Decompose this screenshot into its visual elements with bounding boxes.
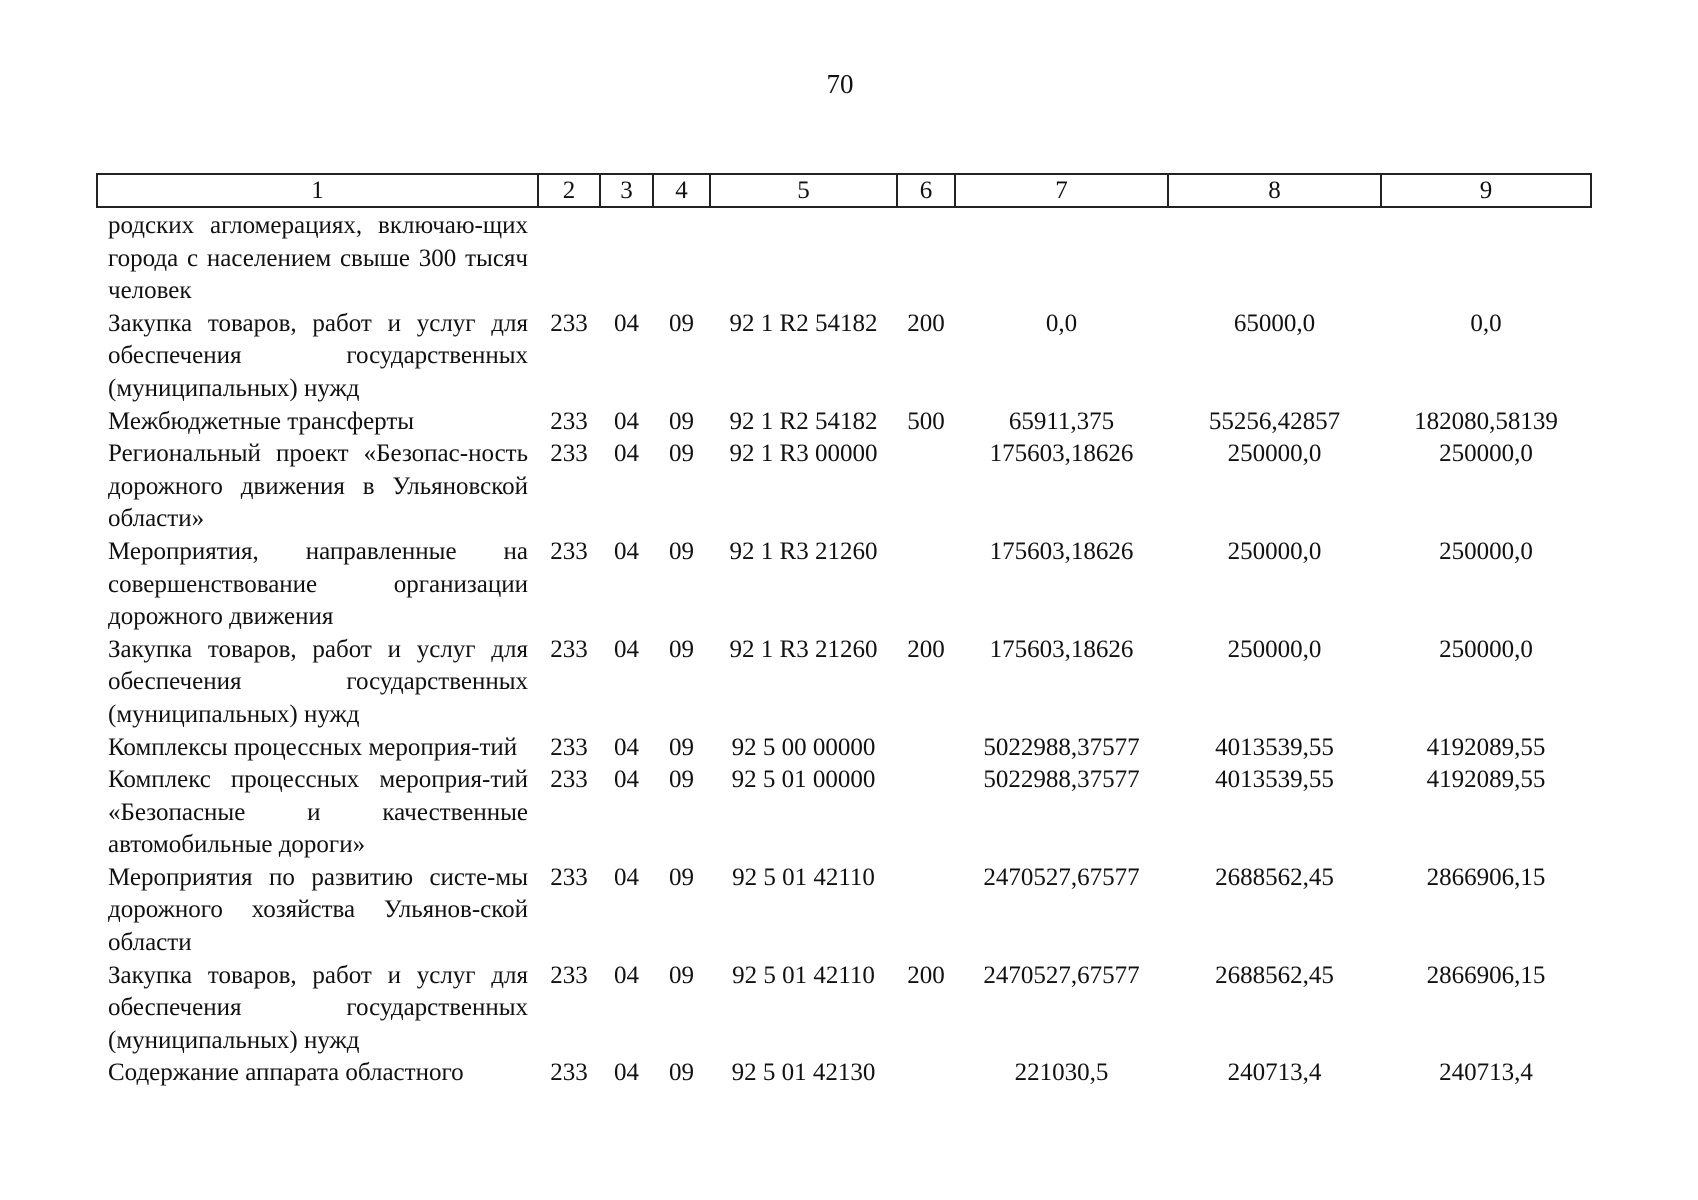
column-header: 6 bbox=[897, 174, 955, 207]
cell-amount-9 bbox=[1381, 207, 1591, 308]
cell-amount-9: 2866906,15 bbox=[1426, 863, 1546, 891]
cell-subsection: 09 bbox=[669, 1059, 694, 1087]
cell-expense-type: 500 bbox=[907, 407, 945, 435]
cell-expense-type: 200 bbox=[907, 635, 945, 663]
table-row bbox=[97, 634, 1591, 732]
column-header: 5 bbox=[710, 174, 897, 207]
cell-target-article: 92 1 R2 54182 bbox=[729, 309, 878, 337]
cell-ministry: 233 bbox=[550, 537, 588, 565]
cell-subsection: 09 bbox=[669, 961, 694, 989]
table-row bbox=[97, 207, 1591, 308]
cell-amount-7: 175603,18626 bbox=[989, 635, 1134, 663]
cell-amount-8: 250000,0 bbox=[1227, 440, 1322, 468]
table-row bbox=[97, 960, 1591, 1058]
cell-subsection: 09 bbox=[669, 733, 694, 761]
cell-amount-8: 2688562,45 bbox=[1215, 863, 1334, 891]
cell-amount-7: 5022988,37577 bbox=[983, 733, 1140, 761]
row-name: Комплексы процессных мероприя-тий bbox=[108, 733, 518, 761]
cell-section: 04 bbox=[614, 407, 639, 435]
cell-target-article: 92 5 01 42110 bbox=[732, 863, 875, 891]
table-row bbox=[97, 732, 1591, 765]
cell-subsection: 09 bbox=[669, 440, 694, 468]
cell-subsection: 09 bbox=[669, 635, 694, 663]
column-header: 9 bbox=[1381, 174, 1591, 207]
cell-subsection: 09 bbox=[669, 309, 694, 337]
cell-section: 04 bbox=[614, 733, 639, 761]
cell-expense-type bbox=[897, 536, 955, 634]
cell-amount-8: 2688562,45 bbox=[1215, 961, 1334, 989]
cell-amount-7: 175603,18626 bbox=[989, 440, 1134, 468]
cell-expense-type bbox=[897, 207, 955, 308]
cell-ministry: 233 bbox=[550, 440, 588, 468]
cell-subsection: 09 bbox=[669, 766, 694, 794]
budget-table bbox=[96, 173, 1592, 1090]
cell-ministry: 233 bbox=[550, 1059, 588, 1087]
table-row bbox=[97, 764, 1591, 862]
cell-amount-7: 175603,18626 bbox=[989, 537, 1134, 565]
cell-subsection bbox=[653, 207, 710, 308]
cell-expense-type bbox=[897, 764, 955, 862]
cell-section: 04 bbox=[614, 863, 639, 891]
table-header-row bbox=[97, 174, 1591, 207]
cell-amount-8: 250000,0 bbox=[1227, 635, 1322, 663]
cell-expense-type: 200 bbox=[907, 961, 945, 989]
column-header: 2 bbox=[538, 174, 600, 207]
cell-amount-9: 182080,58139 bbox=[1414, 407, 1558, 435]
cell-ministry: 233 bbox=[550, 961, 588, 989]
row-name: Закупка товаров, работ и услуг для обеспечения государственных (муниципальных) нужд bbox=[108, 635, 528, 728]
cell-amount-7 bbox=[955, 207, 1168, 308]
cell-expense-type bbox=[897, 1057, 955, 1090]
row-name: Региональный проект «Безопас-ность дорожного движения в Ульяновской области» bbox=[108, 440, 528, 533]
cell-target-article: 92 1 R3 21260 bbox=[729, 635, 878, 663]
cell-amount-9: 250000,0 bbox=[1439, 440, 1533, 468]
cell-expense-type bbox=[897, 438, 955, 536]
table-row bbox=[97, 438, 1591, 536]
cell-amount-7: 5022988,37577 bbox=[983, 766, 1140, 794]
cell-subsection: 09 bbox=[669, 407, 694, 435]
cell-ministry: 233 bbox=[550, 407, 588, 435]
cell-amount-7: 2470527,67577 bbox=[983, 961, 1140, 989]
cell-section: 04 bbox=[614, 537, 639, 565]
cell-amount-8: 65000,0 bbox=[1233, 309, 1316, 337]
cell-expense-type: 200 bbox=[907, 309, 945, 337]
cell-section: 04 bbox=[614, 440, 639, 468]
table-row bbox=[97, 536, 1591, 634]
cell-section: 04 bbox=[614, 309, 639, 337]
table-row bbox=[97, 1057, 1591, 1090]
column-header: 4 bbox=[653, 174, 710, 207]
row-name: Содержание аппарата областного bbox=[108, 1059, 464, 1087]
cell-amount-7: 2470527,67577 bbox=[983, 863, 1140, 891]
cell-expense-type bbox=[897, 732, 955, 765]
cell-amount-8: 240713,4 bbox=[1227, 1059, 1322, 1087]
cell-amount-9: 2866906,15 bbox=[1426, 961, 1546, 989]
table-row bbox=[97, 406, 1591, 439]
cell-amount-8: 4013539,55 bbox=[1215, 733, 1334, 761]
cell-amount-7: 221030,5 bbox=[1014, 1059, 1109, 1087]
row-name: Межбюджетные трансферты bbox=[108, 407, 415, 435]
cell-section: 04 bbox=[614, 766, 639, 794]
cell-amount-7: 0,0 bbox=[1045, 309, 1078, 337]
cell-subsection: 09 bbox=[669, 537, 694, 565]
row-name: родских агломерациях, включаю-щих города с населением свыше 300 тысяч человек bbox=[108, 212, 528, 305]
cell-section bbox=[600, 207, 653, 308]
cell-section: 04 bbox=[614, 635, 639, 663]
cell-target-article: 92 1 R3 21260 bbox=[729, 537, 878, 565]
cell-target-article: 92 5 00 00000 bbox=[731, 733, 876, 761]
cell-ministry: 233 bbox=[550, 635, 588, 663]
cell-ministry: 233 bbox=[550, 766, 588, 794]
cell-amount-8: 55256,42857 bbox=[1208, 407, 1341, 435]
cell-amount-9: 250000,0 bbox=[1439, 537, 1533, 565]
table-row bbox=[97, 862, 1591, 960]
cell-ministry: 233 bbox=[550, 863, 588, 891]
cell-amount-8: 250000,0 bbox=[1227, 537, 1322, 565]
column-header: 3 bbox=[600, 174, 653, 207]
cell-amount-9: 0,0 bbox=[1470, 309, 1502, 337]
cell-target-article: 92 5 01 00000 bbox=[731, 766, 876, 794]
page-number: 70 bbox=[826, 69, 854, 99]
cell-amount-7: 65911,375 bbox=[1008, 407, 1115, 435]
cell-target-article bbox=[710, 207, 897, 308]
table-row bbox=[97, 308, 1591, 406]
row-name: Закупка товаров, работ и услуг для обеспечения государственных (муниципальных) нужд bbox=[108, 961, 528, 1054]
cell-section: 04 bbox=[614, 961, 639, 989]
cell-ministry bbox=[538, 207, 600, 308]
cell-target-article: 92 5 01 42130 bbox=[731, 1059, 876, 1087]
row-name: Комплекс процессных мероприя-тий «Безопасные и качественные автомобильные дороги» bbox=[108, 766, 528, 859]
cell-subsection: 09 bbox=[669, 863, 694, 891]
cell-target-article: 92 5 01 42110 bbox=[732, 961, 875, 989]
cell-amount-8: 4013539,55 bbox=[1215, 766, 1334, 794]
column-header: 1 bbox=[97, 174, 538, 207]
row-name: Мероприятия по развитию систе-мы дорожного хозяйства Ульянов-ской области bbox=[108, 863, 528, 957]
cell-target-article: 92 1 R2 54182 bbox=[729, 407, 878, 435]
cell-amount-9: 4192089,55 bbox=[1426, 733, 1546, 761]
cell-ministry: 233 bbox=[550, 733, 588, 761]
cell-section: 04 bbox=[614, 1059, 639, 1087]
cell-amount-9: 250000,0 bbox=[1439, 635, 1533, 663]
cell-amount-9: 4192089,55 bbox=[1426, 766, 1546, 794]
row-name: Мероприятия, направленные на совершенствование организации дорожного движения bbox=[108, 537, 528, 631]
cell-amount-8 bbox=[1168, 207, 1381, 308]
cell-expense-type bbox=[897, 862, 955, 960]
column-header: 7 bbox=[955, 174, 1168, 207]
cell-amount-9: 240713,4 bbox=[1439, 1059, 1533, 1087]
column-header: 8 bbox=[1168, 174, 1381, 207]
cell-target-article: 92 1 R3 00000 bbox=[729, 440, 878, 468]
row-name: Закупка товаров, работ и услуг для обеспечения государственных (муниципальных) нужд bbox=[108, 309, 528, 402]
cell-ministry: 233 bbox=[550, 309, 588, 337]
